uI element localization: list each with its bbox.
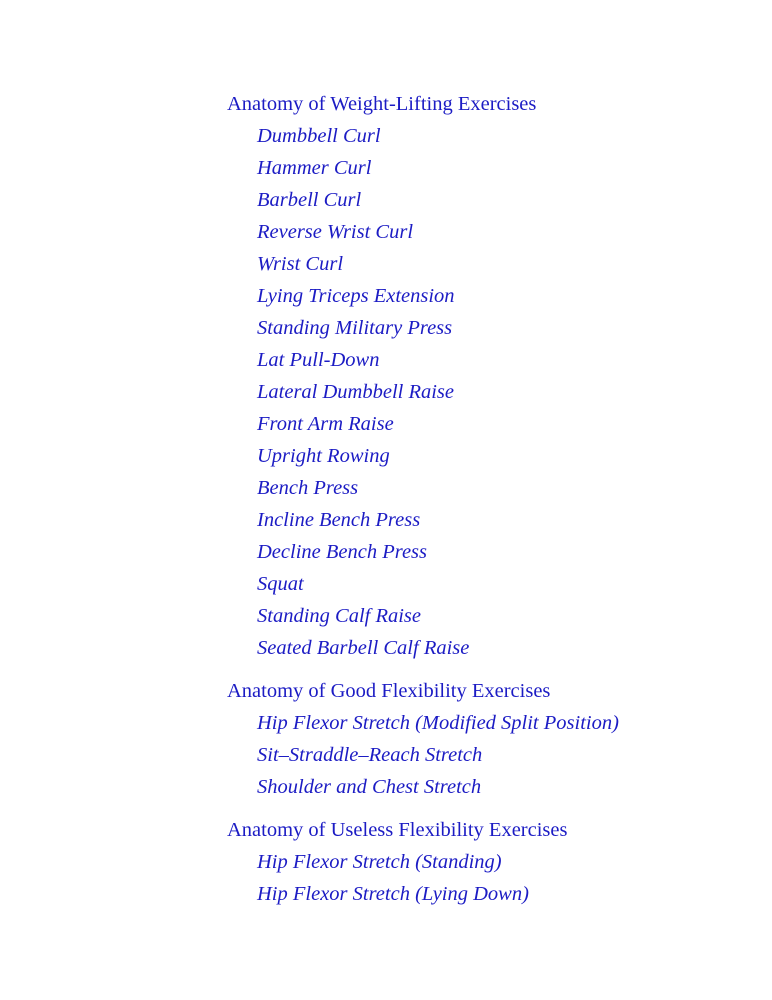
toc-item-shoulder-chest-stretch[interactable]: Shoulder and Chest Stretch xyxy=(257,776,482,798)
section-title-good-flexibility[interactable]: Anatomy of Good Flexibility Exercises xyxy=(227,680,551,702)
toc-item-lateral-dumbbell-raise[interactable]: Lateral Dumbbell Raise xyxy=(257,381,455,403)
toc-item-decline-bench-press[interactable]: Decline Bench Press xyxy=(257,541,428,563)
toc-item-lying-triceps-extension[interactable]: Lying Triceps Extension xyxy=(257,285,455,307)
section-items-weight-lifting xyxy=(227,120,747,664)
table-of-contents xyxy=(227,88,747,921)
toc-item-wrist-curl[interactable]: Wrist Curl xyxy=(257,253,344,275)
toc-item-bench-press[interactable]: Bench Press xyxy=(257,477,359,499)
toc-item-standing-calf-raise[interactable]: Standing Calf Raise xyxy=(257,605,421,627)
toc-item-seated-barbell-calf-raise[interactable]: Seated Barbell Calf Raise xyxy=(257,637,470,659)
toc-item-lat-pull-down[interactable]: Lat Pull-Down xyxy=(257,349,380,371)
section-title-weight-lifting[interactable]: Anatomy of Weight-Lifting Exercises xyxy=(227,93,537,115)
toc-section-good-flexibility xyxy=(227,675,747,803)
toc-item-standing-military-press[interactable]: Standing Military Press xyxy=(257,317,453,339)
toc-item-sit-straddle-reach-stretch[interactable]: Sit–Straddle–Reach Stretch xyxy=(257,744,483,766)
section-items-useless-flexibility xyxy=(227,846,747,910)
toc-item-dumbbell-curl[interactable]: Dumbbell Curl xyxy=(257,125,381,147)
toc-item-reverse-wrist-curl[interactable]: Reverse Wrist Curl xyxy=(257,221,414,243)
toc-item-hip-flexor-stretch-split[interactable]: Hip Flexor Stretch (Modified Split Position) xyxy=(257,712,619,734)
toc-item-upright-rowing[interactable]: Upright Rowing xyxy=(257,445,390,467)
toc-item-hip-flexor-stretch-standing[interactable]: Hip Flexor Stretch (Standing) xyxy=(257,851,502,873)
toc-item-hip-flexor-stretch-lying[interactable]: Hip Flexor Stretch (Lying Down) xyxy=(257,883,529,905)
toc-section-useless-flexibility xyxy=(227,814,747,910)
toc-section-weight-lifting xyxy=(227,88,747,664)
toc-item-hammer-curl[interactable]: Hammer Curl xyxy=(257,157,372,179)
toc-item-front-arm-raise[interactable]: Front Arm Raise xyxy=(257,413,394,435)
toc-item-incline-bench-press[interactable]: Incline Bench Press xyxy=(257,509,421,531)
section-items-good-flexibility xyxy=(227,707,747,803)
section-title-useless-flexibility[interactable]: Anatomy of Useless Flexibility Exercises xyxy=(227,819,568,841)
toc-item-squat[interactable]: Squat xyxy=(257,573,304,595)
toc-item-barbell-curl[interactable]: Barbell Curl xyxy=(257,189,362,211)
